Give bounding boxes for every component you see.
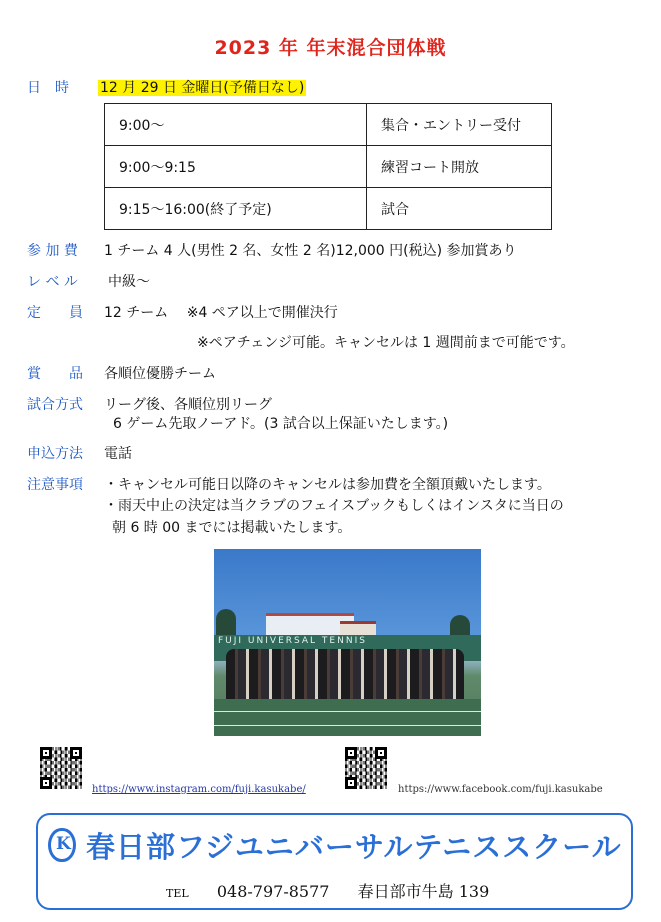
qr-eye [345, 777, 357, 789]
schedule-time: 9:00～ [105, 104, 367, 146]
school-logo-icon [48, 828, 76, 862]
court-line [214, 725, 481, 726]
club-banner-text: FUJI UNIVERSAL TENNIS [218, 636, 367, 646]
court-surface [214, 699, 481, 736]
date-value [98, 77, 306, 97]
logo-mark: K [56, 834, 71, 854]
qr-eye [345, 747, 357, 759]
apply-value: 電話 [104, 446, 132, 462]
level-value: 中級～ [108, 274, 150, 290]
capacity-label: 定 員 [27, 305, 83, 321]
qr-eye [40, 777, 52, 789]
instagram-link[interactable]: https://www.instagram.com/fuji.kasukabe/ [92, 784, 306, 795]
schedule-time: 9:15～16:00(終了予定) [105, 188, 367, 230]
address: 春日部市牛島 139 [357, 882, 490, 901]
qr-eye [70, 747, 82, 759]
court-line [214, 711, 481, 712]
group-photo [214, 549, 481, 736]
schedule-item: 練習コート開放 [367, 146, 552, 188]
page-title: 2023 年 年末混合団体戦 [214, 37, 447, 59]
prize-value: 各順位優勝チーム [104, 366, 216, 382]
facebook-link[interactable]: https://www.facebook.com/fuji.kasukabe [398, 784, 603, 795]
table-row [105, 146, 552, 188]
schedule-table [104, 103, 552, 230]
school-name: 春日部フジユニバーサルテニススクール [86, 830, 622, 864]
qr-eye [375, 747, 387, 759]
players-group [226, 649, 464, 701]
format-line1: リーグ後、各順位別リーグ [104, 397, 272, 413]
qr-eye [40, 747, 52, 759]
notes-line3: 朝 6 時 00 までには掲載いたします。 [112, 520, 352, 536]
date-highlight: 12 月 29 日 金曜日(予備日なし) [100, 80, 305, 96]
instagram-qr-code[interactable] [40, 747, 82, 789]
capacity-note: ※ペアチェンジ可能。キャンセルは 1 週間前まで可能です。 [197, 335, 575, 351]
contact-line [166, 879, 489, 902]
date-label: 日 時 [27, 80, 69, 96]
format-label: 試合方式 [27, 397, 83, 413]
capacity-value: 12 チーム ※4 ペア以上で開催決行 [104, 305, 338, 321]
notes-line2: ・雨天中止の決定は当クラブのフェイスブックもしくはインスタに当日の [104, 498, 564, 514]
table-row [105, 188, 552, 230]
level-label: レ ベ ル [27, 274, 78, 290]
format-line2: 6 ゲーム先取ノーアド。(3 試合以上保証いたします。) [113, 416, 449, 432]
fee-value: 1 チーム 4 人(男性 2 名、女性 2 名)12,000 円(税込) 参加賞あり [104, 243, 517, 259]
schedule-item: 試合 [367, 188, 552, 230]
notes-line1: ・キャンセル可能日以降のキャンセルは参加費を全額頂戴いたします。 [104, 477, 551, 493]
schedule-item: 集合・エントリー受付 [367, 104, 552, 146]
tel-label: TEL [166, 887, 189, 900]
fee-label: 参 加 費 [27, 243, 78, 259]
tel-number[interactable]: 048-797-8577 [216, 882, 330, 901]
notes-label: 注意事項 [27, 477, 83, 493]
prize-label: 賞 品 [27, 366, 83, 382]
apply-label: 申込方法 [27, 446, 83, 462]
facebook-qr-code[interactable] [345, 747, 387, 789]
table-row [105, 104, 552, 146]
school-footer [36, 813, 633, 910]
schedule-time: 9:00～9:15 [105, 146, 367, 188]
